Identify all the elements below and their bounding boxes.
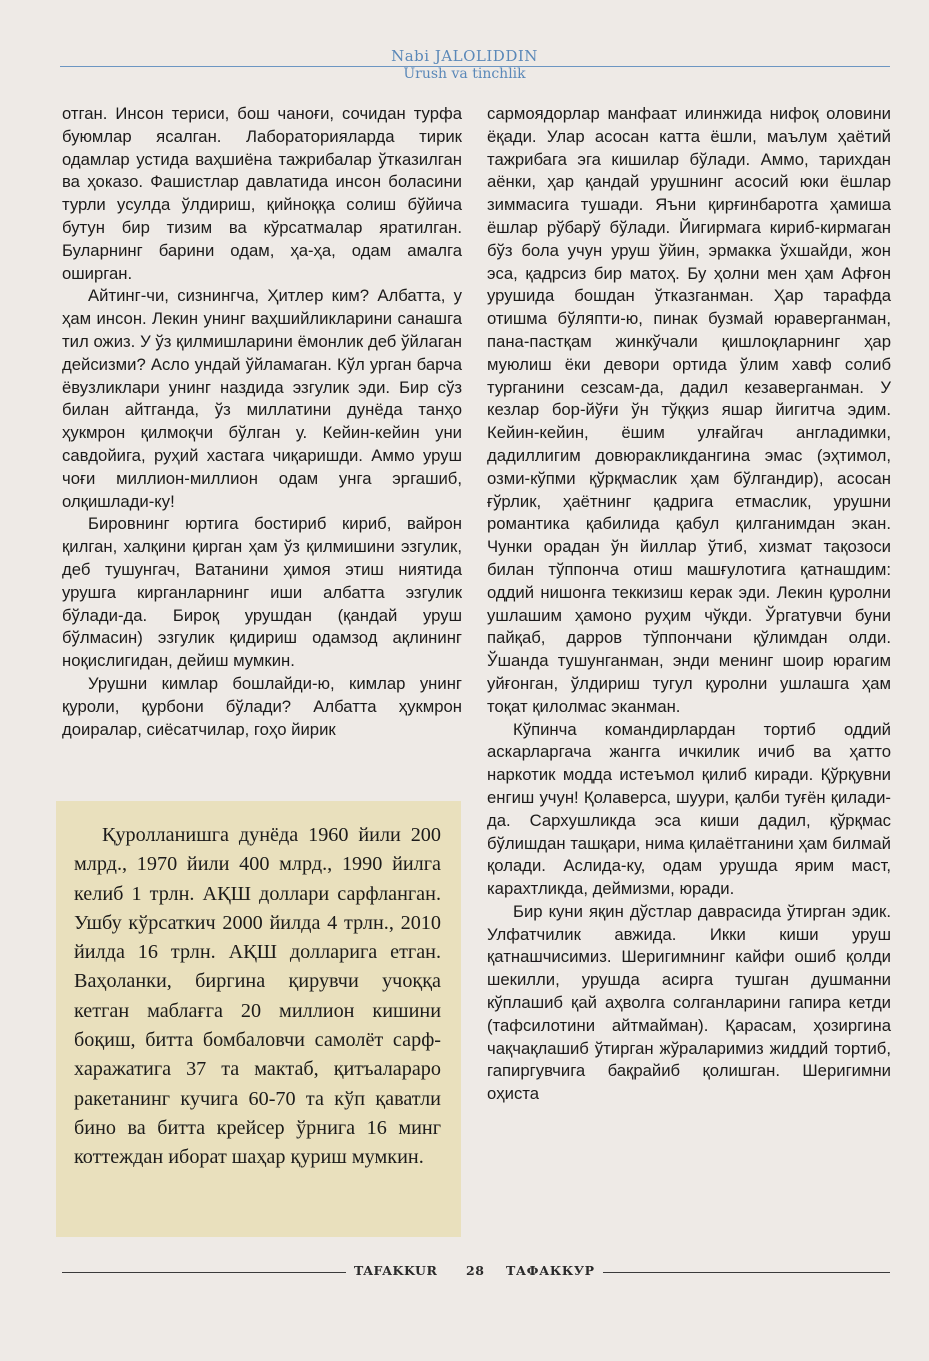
paragraph: Урушни кимлар бошлайди-ю, кимлар унинг қуроли, қурбони бўлади? Албатта ҳукмрон доиралар, сиёсатчилар, гоҳо йирик — [62, 673, 462, 739]
header-title: Urush va tinchlik — [403, 66, 526, 82]
sidebar-paragraph: Қуролланишга дунёда 1960 йили 200 млрд., 1970 йили 400 млрд., 1990 йилга келиб 1 трлн. АҚШ доллари сарфланган. Ушбу кўрсаткич 2000 йилда 4 трлн., 2010 йилда 16 трлн. АҚШ долларига етган. Ваҳоланки, биргина қирувчи учоққа кетган маблағга 20 миллион кишини боқиш, битта бомбаловчи самолёт сарф-харажатига 37 та мактаб, қитъалараро ракетанинг кучига 60-70 та кўп қаватли бино ва битта крейсер ўрнига 16 минг коттеждан иборат шаҳар қуриш мумкин. — [74, 824, 441, 1169]
sidebar-box-text — [74, 821, 441, 1173]
footer-page-number: 28 — [466, 1263, 485, 1278]
left-text-column — [62, 103, 462, 741]
footer-rule-right — [603, 1272, 890, 1273]
footer-rule-left — [62, 1272, 346, 1273]
footer-magazine-latin: TAFAKKUR — [354, 1263, 438, 1278]
right-text-column — [487, 103, 891, 1106]
paragraph: Бир куни яқин дўстлар даврасида ўтирган эдик. Улфатчилик авжида. Икки киши уруш қатнашчисимиз. Шеригимнинг кайфи ошиб қолди шекилли, урушда асирга тушган душманни кўплашиб қай аҳволга солганларини гапира кетди (тафсилотини айтмайман). Қарасам, ҳозиргина чақчақлашиб ўтирган жўраларимиз жиддий тортиб, гапиргувчига бақрайиб қолишган. Шеригимни оҳиста — [487, 901, 891, 1104]
paragraph: Айтинг-чи, сизнингча, Ҳитлер ким? Албатта, у ҳам инсон. Лекин унинг ваҳшийликларини санашга тил ожиз. У ўз қилмишларини ёмонлик деб ўйлаган дейсизми? Асло ундай ўйламаган. Кўл урган барча ёвузликлари унинг наздида эзгулик эди. Бир сўз билан айтганда, ўз миллатини дунёда танҳо ҳукмрон қилмоқчи бўлган у. Кейин-кейин уни савдойига, руҳий хастага чиқаришди. Аммо уруш чоғи миллион-миллион одам унга эргашиб, олқишлади-ку! — [62, 286, 462, 511]
paragraph: Кўпинча командирлардан тортиб оддий аскарларгача жангга ичкилик ичиб ва ҳатто наркотик модда истеъмол қилиб киради. Қўрқувни енгиш учун! Қолаверса, шуури, қалби туғён қилади-да. Сархушликда эса киши дадил, қўрқмас бўлишдан ташқари, нима қилаётганини ҳам билмай қолади. Аслида-ку, одам урушда ярим маст, карахтликда, деймизми, юради. — [487, 719, 891, 899]
footer-magazine-cyrillic: ТАФАККУР — [506, 1263, 595, 1278]
paragraph: сармоядорлар манфаат илинжида нифоқ оловини ёқади. Улар асосан катта ёшли, маълум ҳаётий тажрибага эга кишилар бўлади. Аммо, тарихдан аёнки, ҳар қандай урушнинг асосий юки ёшлар зиммасига тушади. Яъни қирғинбаротга ҳамиша ёшлар рўбарў бўлади. Йигирмага кириб-кирмаган бўз бола учун уруш ўйин, эрмакка ўхшайди, жон эса, қадрсиз бир матоҳ. Бу ҳолни мен ҳам Афғон урушида бошдан ўтказганман. Ҳар тарафда отишма бўляпти-ю, пинак бузмай юраверганман, пана-пастқам жинкўчали қишлоқларнинг ҳар муюлиш ёки девори ортида ўлим хавф солиб турганини сезсам-да, дадил кезаверганман. У кезлар бор-йўғи ўн тўққиз яшар йигитча эдим. Кейин-кейин, ёшим улғайгач англадимки, дадиллигим довюракликдангина эмас (эҳтимол, озми-кўпми қўрқмаслик ҳам бўлгандир), асосан ғўрлик, ҳаётнинг қадрига етмаслик, урушни романтика қабилида қабул қилганимдан экан. Чунки орадан ўн йиллар ўтиб, хизмат тақозоси билан тўппонча отиш машғулотига қатнашдим: оддий нишонга теккизиш керак эди. Лекин қуролни ушлашим ҳамоно руҳим чўкди. Ўргатувчи буни пайқаб, дарров тўппончани қўлимдан олди. Ўшанда тушунганман, энди менинг шоир юрагим уйғонган, ўлдириш тугул қуролни ушлашга ҳам тоқат қилолмас эканман. — [487, 104, 891, 716]
paragraph: отган. Инсон териси, бош чаноғи, сочидан турфа буюмлар ясалган. Лабораторияларда тирик одамлар устида ваҳшиёна тажрибалар ўтказилган ва ҳоказо. Фашистлар давлатида инсон боласини турли усулда ўлдириш, қийноққа солиш бўйича бутун бир тизим ва кўрсатмалар яратилган. Буларнинг барини одам, ҳа-ҳа, одам амалга оширган. — [62, 104, 462, 283]
header-author: Nabi JALOLIDDIN — [391, 47, 538, 65]
paragraph: Бировнинг юртига бостириб кириб, вайрон қилган, халқини қирган ҳам ўз қилмишини эзгулик, деб тушунгач, Ватанини ҳимоя этиш ниятида урушга кирганларнинг иши албатта эзгулик бўлади-да. Бироқ урушдан (қандай уруш бўлмасин) эзгулик қидириш одамзод ақлининг ноқислигидан, дейиш мумкин. — [62, 514, 462, 671]
